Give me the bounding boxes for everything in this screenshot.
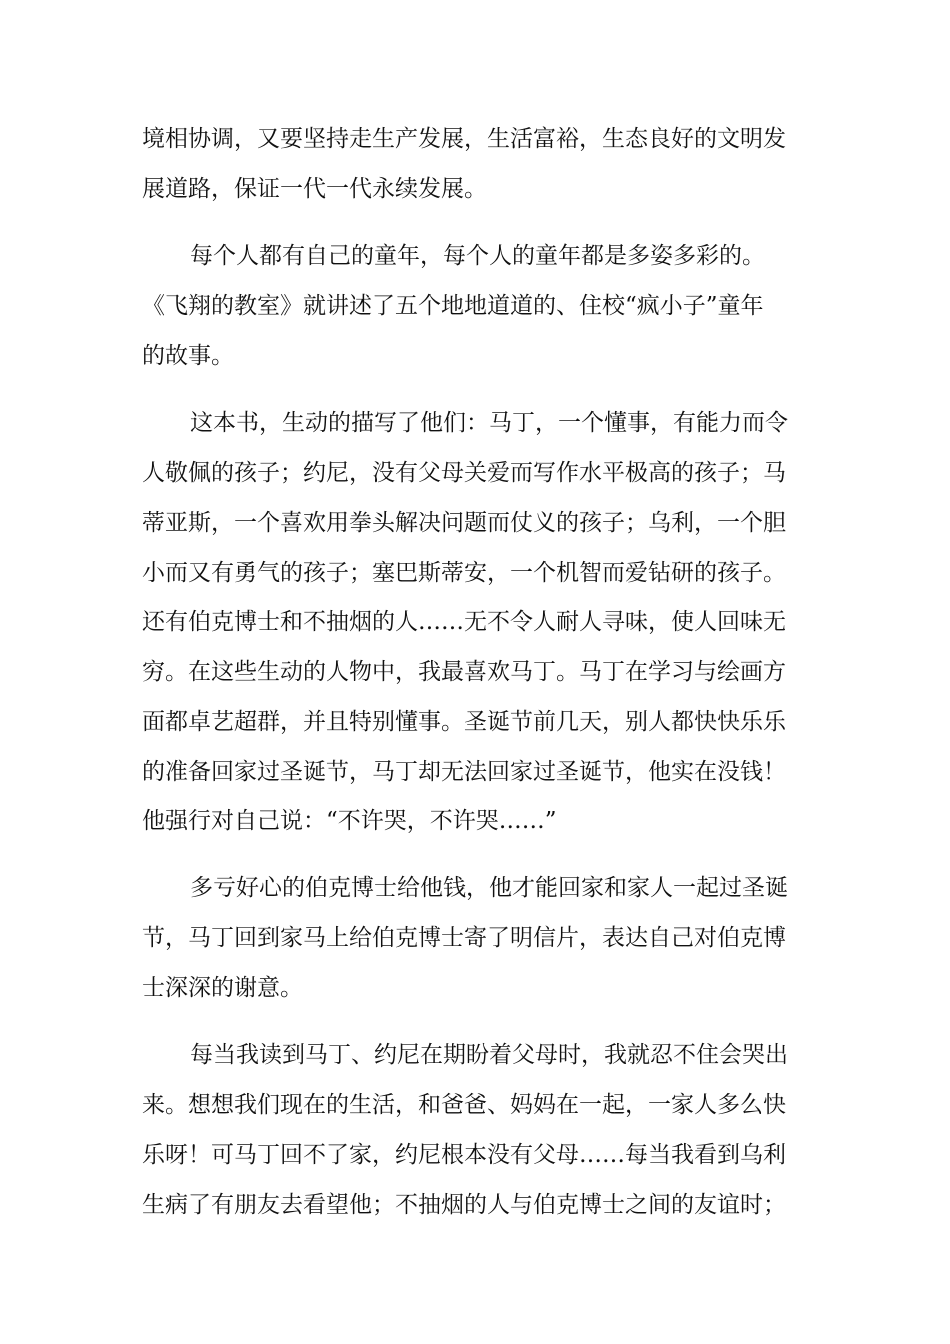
paragraph-4-line-1: 多亏好心的伯克博士给他钱，他才能回家和家人一起过圣诞	[190, 875, 788, 901]
paragraph-3-line-6: 穷。在这些生动的人物中，我最喜欢马丁。马丁在学习与绘画方	[142, 659, 786, 685]
paragraph-2-line-3: 的故事。	[142, 343, 234, 369]
paragraph-3-line-3: 蒂亚斯，一个喜欢用拳头解决问题而仗义的孩子；乌利，一个胆	[142, 510, 786, 536]
paragraph-3-line-9: 他强行对自己说：“不许哭，不许哭……”	[142, 808, 557, 834]
paragraph-3-line-1: 这本书，生动的描写了他们：马丁，一个懂事，有能力而令	[190, 410, 788, 436]
paragraph-2-line-1: 每个人都有自己的童年，每个人的童年都是多姿多彩的。	[190, 243, 765, 269]
paragraph-3-line-4: 小而又有勇气的孩子；塞巴斯蒂安，一个机智而爱钻研的孩子。	[142, 560, 786, 586]
paragraph-1-line-2: 展道路，保证一代一代永续发展。	[142, 176, 487, 202]
paragraph-3-line-5: 还有伯克博士和不抽烟的人……无不令人耐人寻味，使人回味无	[142, 609, 786, 635]
paragraph-3-line-8: 的准备回家过圣诞节，马丁却无法回家过圣诞节，他实在没钱！	[142, 759, 786, 785]
paragraph-4-line-3: 士深深的谢意。	[142, 975, 303, 1001]
paragraph-3-line-7: 面都卓艺超群，并且特别懂事。圣诞节前几天，别人都快快乐乐	[142, 709, 786, 735]
paragraph-5-line-3: 乐呀！可马丁回不了家，约尼根本没有父母……每当我看到乌利	[142, 1142, 786, 1168]
paragraph-3-line-2: 人敬佩的孩子；约尼，没有父母关爱而写作水平极高的孩子；马	[142, 460, 786, 486]
paragraph-1-line-1: 境相协调，又要坚持走生产发展，生活富裕，生态良好的文明发	[142, 126, 786, 152]
paragraph-2-line-2: 《飞翔的教室》就讲述了五个地地道道的、住校“疯小子”童年	[142, 293, 764, 319]
paragraph-5-line-2: 来。想想我们现在的生活，和爸爸、妈妈在一起，一家人多么快	[142, 1092, 786, 1118]
paragraph-5-line-1: 每当我读到马丁、约尼在期盼着父母时，我就忍不住会哭出	[190, 1042, 788, 1068]
paragraph-5-line-4: 生病了有朋友去看望他；不抽烟的人与伯克博士之间的友谊时；	[142, 1192, 786, 1218]
paragraph-4-line-2: 节，马丁回到家马上给伯克博士寄了明信片，表达自己对伯克博	[142, 925, 786, 951]
